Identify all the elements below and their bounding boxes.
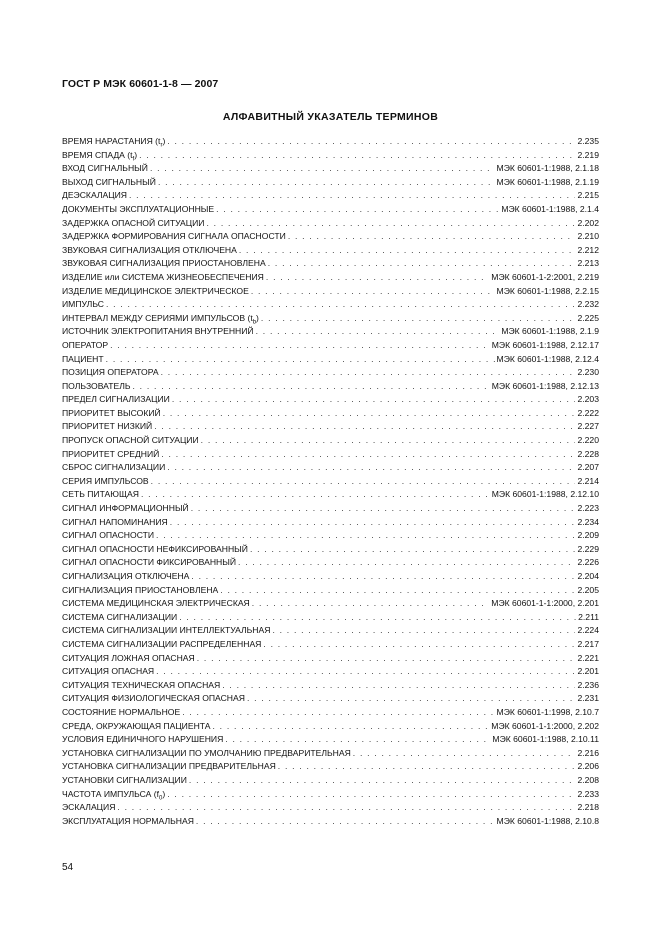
index-term-text: ПРИОРИТЕТ НИЗКИЙ <box>62 421 153 432</box>
index-entry <box>62 203 599 217</box>
index-entry <box>62 407 599 421</box>
dot-leader <box>163 407 576 421</box>
index-term <box>62 257 266 271</box>
index-reference: 2.236 <box>577 679 599 690</box>
index-reference: 2.210 <box>577 231 599 242</box>
index-term <box>62 217 204 231</box>
index-term <box>62 312 259 326</box>
dot-leader <box>288 230 576 244</box>
index-term-text: ВРЕМЯ СПАДА (t <box>62 149 133 160</box>
dot-leader <box>239 244 576 258</box>
index-reference: 2.219 <box>577 149 599 160</box>
index-reference: МЭК 60601-1-1:2000, 2.202 <box>491 720 599 731</box>
index-term <box>62 380 131 394</box>
dot-leader <box>151 475 576 489</box>
index-reference: 2.220 <box>577 435 599 446</box>
index-term-text: УСТАНОВКИ СИГНАЛИЗАЦИИ <box>62 774 187 785</box>
index-reference: 2.207 <box>577 462 599 473</box>
index-term <box>62 475 149 489</box>
index-term-text: СЕТЬ ПИТАЮЩАЯ <box>62 489 139 500</box>
dot-leader <box>266 271 489 285</box>
index-term-text: СЕРИЯ ИМПУЛЬСОВ <box>62 475 149 486</box>
index-term <box>62 679 220 693</box>
dot-leader <box>261 312 576 326</box>
index-term-text: ПРЕДЕЛ СИГНАЛИЗАЦИИ <box>62 394 170 405</box>
index-term <box>62 339 108 353</box>
index-reference: 2.232 <box>577 299 599 310</box>
index-entry <box>62 502 599 516</box>
index-term-text: ИЗДЕЛИЕ или СИСТЕМА ЖИЗНЕОБЕСПЕЧЕНИЯ <box>62 271 264 282</box>
index-entry <box>62 149 599 163</box>
index-reference: 2.230 <box>577 367 599 378</box>
index-entry <box>62 353 599 367</box>
dot-leader <box>263 638 575 652</box>
index-term-text: ПОЗИЦИЯ ОПЕРАТОРА <box>62 367 159 378</box>
index-term-text: ПРИОРИТЕТ ВЫСОКИЙ <box>62 407 161 418</box>
index-term-text: ИНТЕРВАЛ МЕЖДУ СЕРИЯМИ ИМПУЛЬСОВ (t <box>62 312 253 323</box>
dot-leader <box>272 624 575 638</box>
index-term <box>62 597 250 611</box>
index-entry <box>62 815 599 829</box>
dot-leader <box>156 665 575 679</box>
index-term <box>62 271 264 285</box>
index-term-text: СИГНАЛ ОПАСНОСТИ <box>62 530 155 541</box>
index-term <box>62 720 211 734</box>
index-term-text: СИСТЕМА СИГНАЛИЗАЦИИ РАСПРЕДЕЛЕННАЯ <box>62 638 262 649</box>
index-term <box>62 570 189 584</box>
index-entry <box>62 692 599 706</box>
index-term-text: ЧАСТОТА ИМПУЛЬСА (f <box>62 788 159 799</box>
dot-leader <box>197 652 576 666</box>
index-term <box>62 285 249 299</box>
dot-leader <box>167 788 575 802</box>
dot-leader <box>182 706 494 720</box>
index-term-text: ИМПУЛЬС <box>62 299 104 310</box>
index-reference: 2.225 <box>577 312 599 323</box>
index-entry <box>62 801 599 815</box>
index-reference: МЭК 60601-1-2:2001, 2.219 <box>491 271 599 282</box>
index-entry <box>62 788 599 802</box>
dot-leader <box>167 461 575 475</box>
index-entry <box>62 434 599 448</box>
index-term <box>62 706 180 720</box>
index-entry <box>62 624 599 638</box>
index-term-text: ВЫХОД СИГНАЛЬНЫЙ <box>62 176 156 187</box>
index-term <box>62 189 127 203</box>
index-term-tail: ) <box>162 788 166 799</box>
index-entry <box>62 189 599 203</box>
index-term-text: ПРОПУСК ОПАСНОЙ СИТУАЦИИ <box>62 435 199 446</box>
dot-leader <box>150 162 495 176</box>
index-term <box>62 543 248 557</box>
index-reference: МЭК 60601-1:1988, 2.1.18 <box>496 163 599 174</box>
index-term-text: СИГНАЛИЗАЦИЯ ПРИОСТАНОВЛЕНА <box>62 584 219 595</box>
index-reference: МЭК 60601-1:1988, 2.10.11 <box>492 734 599 745</box>
index-term <box>62 420 152 434</box>
index-term-text: СИТУАЦИЯ ТЕХНИЧЕСКАЯ ОПАСНАЯ <box>62 679 221 690</box>
index-entry <box>62 217 599 231</box>
index-entry <box>62 298 599 312</box>
index-reference: 2.208 <box>577 774 599 785</box>
index-entry <box>62 529 599 543</box>
index-term-text: СОСТОЯНИЕ НОРМАЛЬНОЕ <box>62 706 181 717</box>
index-entry <box>62 543 599 557</box>
index-term <box>62 488 139 502</box>
dot-leader <box>256 325 500 339</box>
index-term <box>62 652 195 666</box>
index-reference: 2.231 <box>577 693 599 704</box>
index-term <box>62 353 104 367</box>
index-term-text: ЗАДЕРЖКА ОПАСНОЙ СИТУАЦИИ <box>62 217 205 228</box>
index-term-text: СИГНАЛИЗАЦИЯ ОТКЛЮЧЕНА <box>62 571 190 581</box>
dot-leader <box>268 257 576 271</box>
index-entry <box>62 747 599 761</box>
index-reference: МЭК 60601-1:1988, 2.12.10 <box>491 489 599 500</box>
index-term-text: СИГНАЛ НАПОМИНАНИЯ <box>62 516 168 527</box>
index-entry <box>62 584 599 598</box>
index-reference: 2.222 <box>577 407 599 418</box>
index-term <box>62 733 223 747</box>
index-reference: 2.226 <box>577 557 599 568</box>
index-entry <box>62 271 599 285</box>
dot-leader <box>110 339 490 353</box>
index-reference: МЭК 60601-1:1988, 2.12.13 <box>491 380 599 391</box>
index-entry <box>62 570 599 584</box>
index-entry <box>62 244 599 258</box>
index-term-subscript: f <box>132 156 135 163</box>
index-entry <box>62 230 599 244</box>
index-reference: МЭК 60601-1:1988, 2.1.9 <box>501 326 599 337</box>
index-term-tail: ) <box>162 136 166 146</box>
index-entry <box>62 475 599 489</box>
dot-leader <box>158 176 495 190</box>
index-term <box>62 760 276 774</box>
index-entry <box>62 706 599 720</box>
index-entry <box>62 176 599 190</box>
dot-leader <box>222 679 575 693</box>
index-entry <box>62 516 599 530</box>
index-term-tail: ) <box>256 312 259 323</box>
index-term <box>62 638 261 652</box>
dot-leader <box>161 366 576 380</box>
index-term-text: ПОЛЬЗОВАТЕЛЬ <box>62 380 131 391</box>
index-term-text: УСЛОВИЯ ЕДИНИЧНОГО НАРУШЕНИЯ <box>62 734 224 745</box>
index-term-tail: ) <box>134 149 138 160</box>
index-reference: 2.224 <box>577 625 599 636</box>
index-term-text: ИСТОЧНИК ЭЛЕКТРОПИТАНИЯ ВНУТРЕННИЙ <box>62 326 254 337</box>
dot-leader <box>238 556 575 570</box>
index-reference: 2.214 <box>577 475 599 486</box>
dot-leader <box>353 747 576 761</box>
index-reference: 2.234 <box>577 516 599 527</box>
dot-leader <box>179 611 576 625</box>
index-reference: 2.203 <box>577 394 599 405</box>
index-list <box>62 135 599 828</box>
index-term-subscript: b <box>252 319 257 326</box>
index-reference: 2.217 <box>577 638 599 649</box>
index-term-text: СИГНАЛ ИНФОРМАЦИОННЫЙ <box>62 503 189 514</box>
index-reference: 2.216 <box>577 747 599 758</box>
index-term <box>62 298 104 312</box>
index-term <box>62 135 165 149</box>
index-term <box>62 692 245 706</box>
dot-leader <box>216 203 499 217</box>
dot-leader <box>161 448 575 462</box>
index-term <box>62 502 189 516</box>
index-entry <box>62 380 599 394</box>
index-term-text: ЗАДЕРЖКА ФОРМИРОВАНИЯ СИГНАЛА ОПАСНОСТИ <box>62 231 286 242</box>
index-term-text: ДОКУМЕНТЫ ЭКСПЛУАТАЦИОННЫЕ <box>62 203 215 214</box>
index-entry <box>62 393 599 407</box>
index-term <box>62 325 254 339</box>
index-entry <box>62 597 599 611</box>
index-term-text: ДЕЭСКАЛАЦИЯ <box>62 190 127 201</box>
index-entry <box>62 556 599 570</box>
index-reference: МЭК 60601-1-1:2000, 2.201 <box>491 598 599 609</box>
index-term-text: СИТУАЦИЯ ЛОЖНАЯ ОПАСНАЯ <box>62 652 195 663</box>
dot-leader <box>206 217 575 231</box>
index-entry <box>62 461 599 475</box>
index-term-text: УСТАНОВКА СИГНАЛИЗАЦИИ ПРЕДВАРИТЕЛЬНАЯ <box>62 761 276 772</box>
dot-leader <box>225 733 490 747</box>
dot-leader <box>189 774 576 788</box>
index-term-text: ИЗДЕЛИЕ МЕДИЦИНСКОЕ ЭЛЕКТРИЧЕСКОЕ <box>62 285 249 296</box>
index-term <box>62 788 165 802</box>
index-term <box>62 203 214 217</box>
index-term <box>62 584 218 598</box>
index-term <box>62 434 199 448</box>
index-term-text: УСТАНОВКА СИГНАЛИЗАЦИИ ПО УМОЛЧАНИЮ ПРЕДВАРИТЕЛЬНАЯ <box>62 747 351 758</box>
index-reference: МЭК 60601-1:1988, 2.2.15 <box>496 285 599 296</box>
dot-leader <box>213 720 490 734</box>
index-term-text: СИГНАЛ ОПАСНОСТИ НЕФИКСИРОВАННЫЙ <box>62 543 248 554</box>
index-entry <box>62 448 599 462</box>
dot-leader <box>250 543 576 557</box>
index-reference: МЭК 60601-1:1998, 2.10.7 <box>496 706 599 717</box>
index-term-text: ЗВУКОВАЯ СИГНАЛИЗАЦИЯ ПРИОСТАНОВЛЕНА <box>62 258 266 269</box>
index-entry <box>62 312 599 326</box>
dot-leader <box>141 488 490 502</box>
dot-leader <box>252 597 490 611</box>
index-term-text: СИСТЕМА МЕДИЦИНСКАЯ ЭЛЕКТРИЧЕСКАЯ <box>62 598 250 609</box>
dot-leader <box>201 434 576 448</box>
index-reference: МЭК 60601-1:1988, 2.1.4 <box>501 203 599 214</box>
index-reference: МЭК 60601-1:1988, 2.10.8 <box>496 815 599 826</box>
index-reference: 2.223 <box>577 503 599 514</box>
index-term <box>62 556 236 570</box>
index-term <box>62 407 161 421</box>
index-reference: МЭК 60601-1:1988, 2.12.17 <box>491 339 599 350</box>
index-term-text: СИГНАЛ ОПАСНОСТИ ФИКСИРОВАННЫЙ <box>62 557 237 568</box>
dot-leader <box>191 570 575 584</box>
dot-leader <box>156 529 575 543</box>
dot-leader <box>191 502 576 516</box>
index-term <box>62 529 154 543</box>
index-term <box>62 149 137 163</box>
index-reference: 2.228 <box>577 448 599 459</box>
index-entry <box>62 285 599 299</box>
index-term <box>62 624 270 638</box>
page-number: 54 <box>62 862 74 873</box>
index-entry <box>62 611 599 625</box>
index-reference: 2.227 <box>577 421 599 432</box>
index-term-text: СИТУАЦИЯ ФИЗИОЛОГИЧЕСКАЯ ОПАСНАЯ <box>62 693 245 704</box>
index-term <box>62 393 170 407</box>
index-entry <box>62 257 599 271</box>
document-header: ГОСТ Р МЭК 60601-1-8 — 2007 <box>62 78 219 90</box>
index-reference: 2.209 <box>577 530 599 541</box>
index-reference: 2.201 <box>577 666 599 677</box>
index-term-text: ОПЕРАТОР <box>62 339 109 350</box>
index-entry <box>62 135 599 149</box>
index-reference: 2.221 <box>577 652 599 663</box>
dot-leader <box>251 285 495 299</box>
index-reference: МЭК 60601-1:1988, 2.1.19 <box>496 176 599 187</box>
index-reference: 2.233 <box>577 788 599 799</box>
index-term <box>62 244 237 258</box>
dot-leader <box>139 149 575 163</box>
index-term <box>62 774 187 788</box>
dot-leader <box>170 516 576 530</box>
dot-leader <box>129 189 576 203</box>
dot-leader <box>106 353 495 367</box>
index-term-text: ПАЦИЕНТ <box>62 353 104 364</box>
index-term-text: СИСТЕМА СИГНАЛИЗАЦИИ <box>62 611 178 622</box>
index-reference: 2.204 <box>577 571 599 581</box>
index-term-text: ПРИОРИТЕТ СРЕДНИЙ <box>62 448 160 459</box>
index-term <box>62 461 165 475</box>
index-entry <box>62 488 599 502</box>
index-entry <box>62 325 599 339</box>
index-reference: 2.229 <box>577 543 599 554</box>
index-term-text: СРЕДА, ОКРУЖАЮЩАЯ ПАЦИЕНТА <box>62 720 211 731</box>
dot-leader <box>154 420 575 434</box>
index-term-text: СИТУАЦИЯ ОПАСНАЯ <box>62 666 155 677</box>
index-term-text: СБРОС СИГНАЛИЗАЦИИ <box>62 462 166 473</box>
index-entry <box>62 760 599 774</box>
index-term <box>62 747 351 761</box>
index-term <box>62 448 159 462</box>
index-term <box>62 516 168 530</box>
index-reference: 2.218 <box>577 802 599 813</box>
dot-leader <box>167 135 575 149</box>
index-term-subscript: 0 <box>159 795 163 802</box>
index-reference: 2.215 <box>577 190 599 201</box>
index-term-text: ЭКСПЛУАТАЦИЯ НОРМАЛЬНАЯ <box>62 815 194 826</box>
index-entry <box>62 720 599 734</box>
index-term-subscript: r <box>160 142 163 149</box>
index-term <box>62 162 148 176</box>
index-title: АЛФАВИТНЫЙ УКАЗАТЕЛЬ ТЕРМИНОВ <box>222 111 439 123</box>
index-term <box>62 815 194 829</box>
index-reference: 2.212 <box>577 244 599 255</box>
index-term-text: ВРЕМЯ НАРАСТАНИЯ (t <box>62 136 161 146</box>
index-entry <box>62 733 599 747</box>
dot-leader <box>172 393 576 407</box>
dot-leader <box>196 815 495 829</box>
index-entry <box>62 366 599 380</box>
index-entry <box>62 162 599 176</box>
index-entry <box>62 774 599 788</box>
index-term <box>62 366 159 380</box>
dot-leader <box>133 380 490 394</box>
index-term <box>62 801 115 815</box>
index-reference: 2.211 <box>578 611 599 622</box>
index-reference: МЭК 60601-1:1988, 2.12.4 <box>496 353 599 364</box>
index-entry <box>62 420 599 434</box>
index-term-text: ЗВУКОВАЯ СИГНАЛИЗАЦИЯ ОТКЛЮЧЕНА <box>62 244 237 255</box>
index-term-text: ВХОД СИГНАЛЬНЫЙ <box>62 163 148 174</box>
index-reference: 2.205 <box>577 584 599 595</box>
index-reference: 2.235 <box>577 136 599 146</box>
index-reference: 2.202 <box>577 217 599 228</box>
index-reference: 2.206 <box>577 761 599 772</box>
dot-leader <box>220 584 575 598</box>
dot-leader <box>106 298 576 312</box>
index-term <box>62 230 286 244</box>
index-entry <box>62 638 599 652</box>
index-entry <box>62 679 599 693</box>
index-term <box>62 665 154 679</box>
index-entry <box>62 665 599 679</box>
index-term-text: ЭСКАЛАЦИЯ <box>62 802 116 813</box>
index-term-text: СИСТЕМА СИГНАЛИЗАЦИИ ИНТЕЛЛЕКТУАЛЬНАЯ <box>62 625 271 636</box>
index-entry <box>62 339 599 353</box>
dot-leader <box>278 760 576 774</box>
index-reference: 2.213 <box>577 258 599 269</box>
index-term <box>62 176 156 190</box>
dot-leader <box>247 692 576 706</box>
dot-leader <box>117 801 575 815</box>
index-term <box>62 611 177 625</box>
index-entry <box>62 652 599 666</box>
